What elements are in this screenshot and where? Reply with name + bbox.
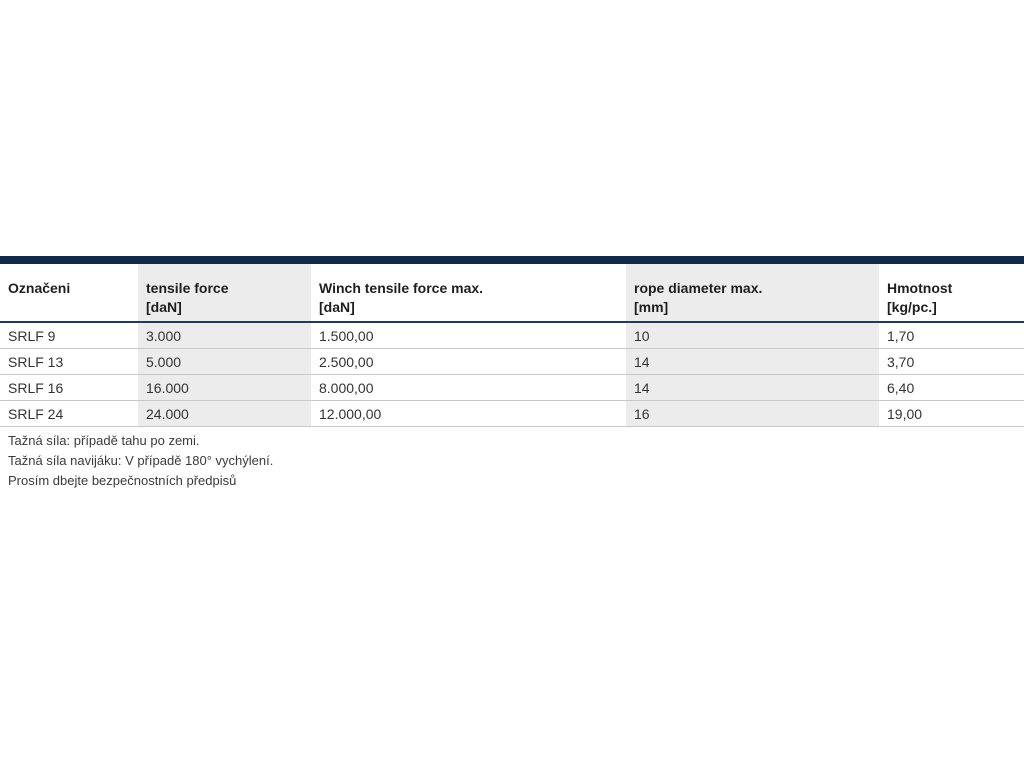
- cell-weight: 1,70: [879, 322, 1024, 349]
- cell-winch-tensile-force: 12.000,00: [311, 401, 626, 427]
- column-unit: [daN]: [319, 299, 355, 315]
- table-top-bar: [0, 256, 1024, 264]
- note-safety: Prosím dbejte bezpečnostních předpisů: [8, 473, 237, 488]
- column-header-winch-tensile-force: [311, 264, 626, 322]
- cell-rope-diameter: 14: [626, 375, 879, 401]
- spec-table: [0, 264, 1024, 427]
- table-row: [0, 349, 1024, 375]
- table-row: [0, 375, 1024, 401]
- cell-designation: SRLF 9: [0, 322, 138, 349]
- cell-designation: SRLF 13: [0, 349, 138, 375]
- cell-tensile-force: 5.000: [138, 349, 311, 375]
- column-title: rope diameter max.: [634, 280, 763, 296]
- column-title: Winch tensile force max.: [319, 280, 484, 296]
- note-winch-tensile-force: Tažná síla navijáku: V případě 180° vychýlení.: [8, 453, 274, 468]
- cell-rope-diameter: 16: [626, 401, 879, 427]
- column-header-rope-diameter: [626, 264, 879, 322]
- cell-designation: SRLF 16: [0, 375, 138, 401]
- cell-winch-tensile-force: 8.000,00: [311, 375, 626, 401]
- cell-designation: SRLF 24: [0, 401, 138, 427]
- table-row: [0, 401, 1024, 427]
- cell-weight: 19,00: [879, 401, 1024, 427]
- cell-rope-diameter: 14: [626, 349, 879, 375]
- cell-weight: 6,40: [879, 375, 1024, 401]
- column-header-tensile-force: [138, 264, 311, 322]
- cell-tensile-force: 3.000: [138, 322, 311, 349]
- cell-tensile-force: 16.000: [138, 375, 311, 401]
- cell-winch-tensile-force: 1.500,00: [311, 322, 626, 349]
- spec-table-container: [0, 256, 1024, 427]
- cell-rope-diameter: 10: [626, 322, 879, 349]
- note-tensile-force: Tažná síla: případě tahu po zemi.: [8, 433, 200, 448]
- table-row: [0, 322, 1024, 349]
- table-header-row: [0, 264, 1024, 322]
- column-unit: [kg/pc.]: [887, 299, 937, 315]
- column-title: tensile force: [146, 280, 229, 296]
- column-header-designation: [0, 264, 138, 322]
- column-unit: [mm]: [634, 299, 669, 315]
- cell-winch-tensile-force: 2.500,00: [311, 349, 626, 375]
- column-unit: [daN]: [146, 299, 182, 315]
- cell-tensile-force: 24.000: [138, 401, 311, 427]
- column-title: Označeni: [8, 280, 71, 296]
- column-title: Hmotnost: [887, 280, 953, 296]
- table-notes: [8, 431, 273, 491]
- cell-weight: 3,70: [879, 349, 1024, 375]
- column-header-weight: [879, 264, 1024, 322]
